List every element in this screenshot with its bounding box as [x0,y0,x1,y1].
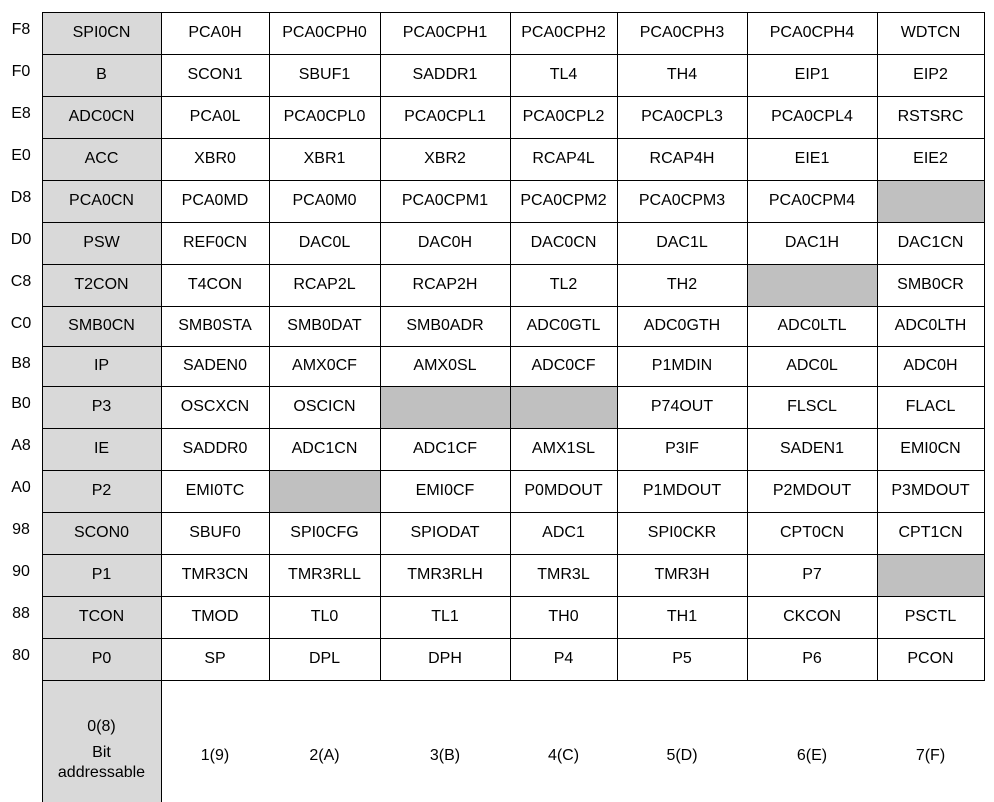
register-cell: PCA0CPL2 [522,108,605,125]
register-cell: SADDR0 [182,440,248,457]
register-cell: PCA0CPL1 [404,108,486,125]
register-cell: AMX0CF [292,357,357,374]
bit-addressable-register: SCON0 [42,512,161,554]
register-cell: PCA0MD [181,192,249,209]
row-address-label: A0 [11,479,31,496]
register-cell: ADC1 [542,524,585,541]
row-address-label: B0 [11,395,31,412]
register-cell: SPIODAT [410,524,480,541]
unused-cell [877,180,984,222]
register-cell: DAC0H [417,234,473,251]
register-cell: OSCXCN [180,398,250,415]
unused-cell [747,264,877,306]
grid-line-vertical [510,12,511,680]
register-cell: PSCTL [904,608,957,625]
grid-line-vertical [747,12,748,680]
bit-addressable-register: PSW [42,222,161,264]
register-cell: CKCON [783,608,841,625]
footer-label: Bit [92,744,111,761]
register-cell: CPT1CN [898,524,963,541]
grid-line-horizontal [42,428,985,429]
register-cell: ADC0GTH [643,317,721,334]
register-cell: EIP2 [913,66,948,83]
register-cell: FLSCL [787,398,837,415]
register-cell: PCA0L [189,108,241,125]
register-cell: EIP1 [794,66,830,83]
grid-line-horizontal [42,138,985,139]
register-cell: TL1 [431,608,459,625]
register-cell: TL4 [549,66,578,83]
register-cell: EMI0CN [900,440,961,457]
register-cell: EIE1 [794,150,830,167]
register-cell: PCA0CPH3 [639,24,725,41]
register-cell: SMB0DAT [287,317,362,334]
register-cell: ADC0L [786,357,838,374]
register-cell: ADC0H [903,357,958,374]
register-cell: TL2 [549,276,578,293]
bit-addressable-register: IP [42,346,161,386]
grid-line-horizontal [42,180,985,181]
register-cell: ADC1CN [291,440,358,457]
unused-cell [380,386,510,428]
bit-addressable-register: TCON [42,596,161,638]
register-cell: DAC0CN [530,234,597,251]
register-cell: REF0CN [182,234,247,251]
register-cell: PCA0CPM4 [768,192,856,209]
register-cell: SCON1 [187,66,243,83]
grid-line-horizontal [42,638,985,639]
footer-column-label: 7(F) [915,747,946,764]
grid-line-horizontal [42,512,985,513]
register-cell: RCAP2H [412,276,478,293]
bit-addressable-register: P1 [42,554,161,596]
register-cell: P3IF [665,440,699,457]
grid-line-vertical [877,12,878,680]
register-cell: AMX1SL [531,440,596,457]
register-cell: P7 [802,566,822,583]
bit-addressable-register: B [42,54,161,96]
register-cell: DAC0L [298,234,351,251]
register-cell: SPI0CFG [290,524,359,541]
register-cell: SPI0CKR [647,524,717,541]
register-cell: EMI0CF [415,482,475,499]
register-cell: ADC0LTL [777,317,847,334]
register-cell: ADC0CF [531,357,596,374]
register-cell: CPT0CN [779,524,844,541]
register-cell: PCA0H [188,24,242,41]
bit-addressable-register: ADC0CN [42,96,161,138]
grid-line-horizontal [42,554,985,555]
register-cell: PCA0CPL4 [771,108,853,125]
register-cell: PCA0CPM2 [520,192,607,209]
grid-line-vertical [161,12,162,802]
register-cell: RSTSRC [897,108,964,125]
row-address-label: E0 [11,147,31,164]
grid-line-horizontal [42,306,985,307]
grid-line-horizontal [42,54,985,55]
bit-addressable-register: PCA0CN [42,180,161,222]
bit-addressable-register: P3 [42,386,161,428]
grid-line-horizontal [42,264,985,265]
grid-line-vertical [42,12,43,802]
register-cell: DPL [308,650,341,667]
register-cell: TH0 [548,608,579,625]
register-cell: P2MDOUT [772,482,852,499]
footer-column-label: 6(E) [796,747,828,764]
row-address-label: F0 [11,63,31,80]
grid-line-horizontal [42,12,985,13]
bit-addressable-register: SMB0CN [42,306,161,346]
row-address-label: E8 [11,105,31,122]
register-cell: XBR2 [424,150,466,167]
register-cell: EIE2 [913,150,948,167]
footer-column-label: 2(A) [309,747,340,764]
register-cell: TMOD [191,608,239,625]
register-cell: SMB0ADR [406,317,484,334]
bit-addressable-register: T2CON [42,264,161,306]
footer-column-label: 1(9) [200,747,230,764]
register-cell: SADEN1 [779,440,845,457]
bit-addressable-register: P0 [42,638,161,680]
register-cell: ADC1CF [412,440,477,457]
register-cell: PCA0CPH0 [282,24,367,41]
bit-addressable-register: IE [42,428,161,470]
grid-line-horizontal [42,470,985,471]
register-cell: PCA0CPL0 [283,108,366,125]
footer-bit-addressable-column [42,680,161,802]
register-cell: XBR1 [303,150,346,167]
row-address-label: D8 [10,189,32,206]
footer-column-label: 4(C) [547,747,580,764]
footer-column-label: 3(B) [429,747,461,764]
grid-line-horizontal [42,346,985,347]
register-cell: PCA0CPH4 [769,24,855,41]
bit-addressable-register: P2 [42,470,161,512]
footer-label: 0(8) [87,718,116,735]
row-address-label: A8 [11,437,31,454]
footer-label: addressable [57,764,146,781]
register-cell: TMR3H [654,566,710,583]
register-cell: TH4 [666,66,698,83]
register-cell: SADDR1 [412,66,478,83]
row-address-label: 98 [12,521,30,538]
register-cell: TMR3RLH [407,566,483,583]
register-cell: PCA0CPH1 [402,24,488,41]
register-cell: DAC1CN [897,234,964,251]
grid-line-horizontal [42,596,985,597]
register-cell: T4CON [187,276,243,293]
register-cell: P5 [672,650,692,667]
register-cell: SBUF1 [298,66,351,83]
register-cell: OSCICN [293,398,356,415]
register-cell: P4 [553,650,574,667]
register-cell: DAC1H [784,234,840,251]
register-cell: P6 [802,650,822,667]
grid-line-vertical [269,12,270,680]
unused-cell [877,554,984,596]
register-cell: TMR3RLL [288,566,361,583]
register-cell: TMR3CN [181,566,249,583]
register-cell: PCON [907,650,954,667]
row-address-label: C0 [10,315,32,332]
grid-line-vertical [380,12,381,680]
register-cell: TL0 [310,608,339,625]
register-cell: DPH [428,650,462,667]
row-address-label: C8 [10,273,32,290]
register-cell: PCA0CPM3 [638,192,726,209]
row-address-label: 90 [12,563,30,580]
register-cell: RCAP4H [649,150,715,167]
register-cell: PCA0M0 [292,192,357,209]
register-cell: WDTCN [900,24,961,41]
footer-column-label: 5(D) [666,747,698,764]
row-address-label: 88 [12,605,30,622]
register-cell: PCA0CPH2 [521,24,606,41]
register-cell: PCA0CPL3 [641,108,723,125]
register-cell: TH1 [666,608,698,625]
register-cell: FLACL [905,398,956,415]
grid-line-vertical [617,12,618,680]
register-cell: SMB0STA [178,317,252,334]
register-cell: XBR0 [194,150,236,167]
register-cell: P1MDOUT [642,482,722,499]
row-address-label: 80 [12,647,30,664]
register-cell: RCAP2L [293,276,356,293]
unused-cell [510,386,617,428]
bit-addressable-register: ACC [42,138,161,180]
register-cell: P0MDOUT [524,482,603,499]
bit-addressable-register: SPI0CN [42,12,161,54]
row-address-label: D0 [10,231,32,248]
row-address-label: B8 [11,355,31,372]
register-cell: SBUF0 [189,524,241,541]
register-cell: EMI0TC [185,482,245,499]
register-cell: ADC0LTH [894,317,967,334]
register-cell: AMX0SL [413,357,477,374]
register-cell: P1MDIN [651,357,713,374]
register-cell: ADC0GTL [526,317,601,334]
register-cell: SP [204,650,226,667]
register-cell: TH2 [666,276,698,293]
grid-line-horizontal [42,386,985,387]
register-cell: SMB0CR [897,276,964,293]
register-cell: SADEN0 [182,357,248,374]
grid-line-horizontal [42,680,985,681]
row-address-label: F8 [11,21,31,38]
register-cell: PCA0CPM1 [401,192,489,209]
register-cell: RCAP4L [532,150,595,167]
register-cell: P74OUT [650,398,714,415]
grid-line-horizontal [42,222,985,223]
register-cell: DAC1L [656,234,708,251]
register-cell: TMR3L [537,566,590,583]
register-cell: P3MDOUT [891,482,970,499]
grid-line-horizontal [42,96,985,97]
unused-cell [269,470,380,512]
grid-line-vertical [984,12,985,680]
